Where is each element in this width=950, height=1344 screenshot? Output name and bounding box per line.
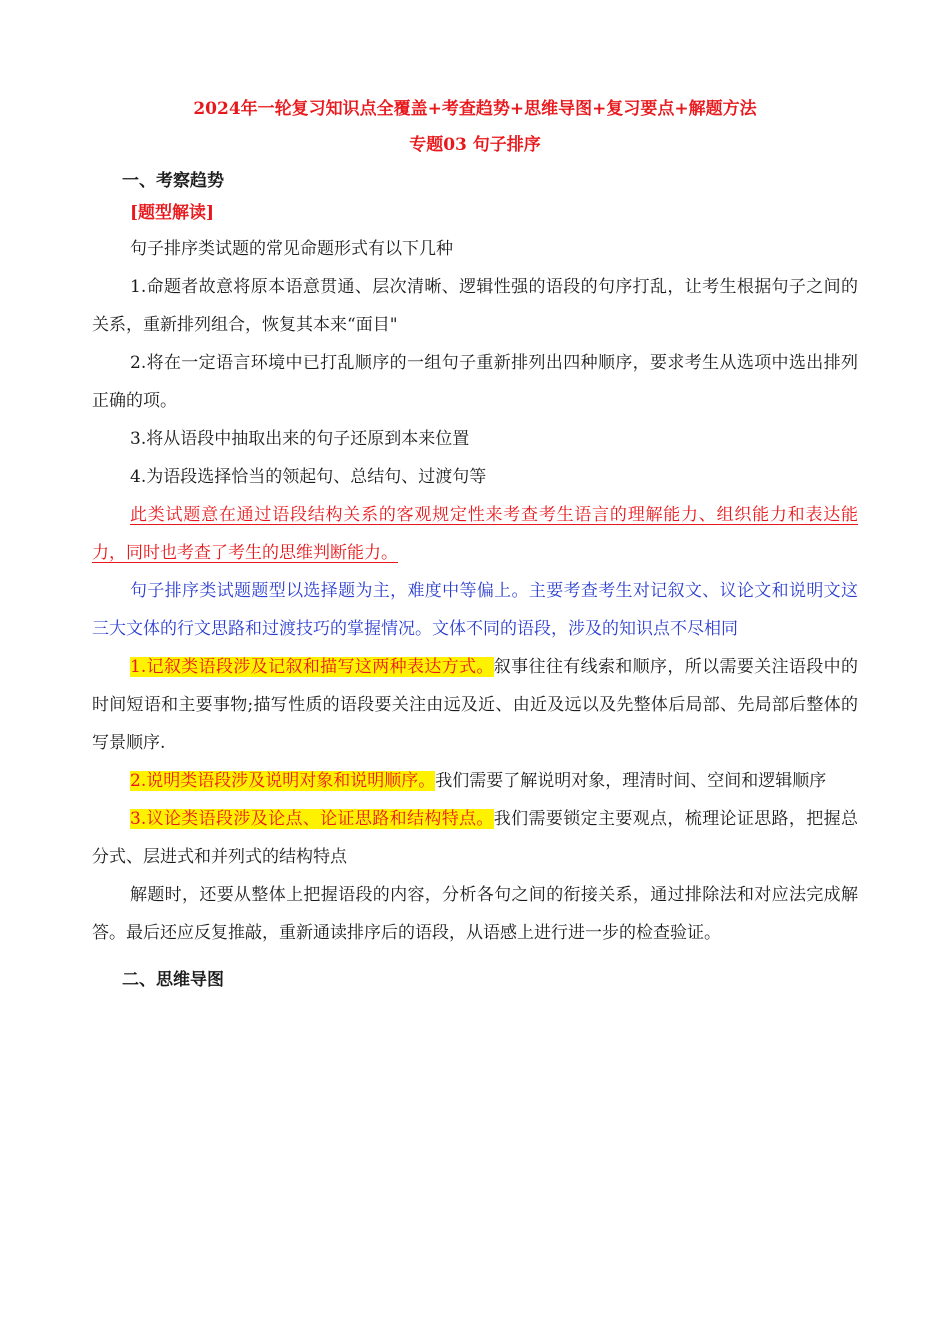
- red-note-paragraph: [92, 496, 858, 572]
- expository-text: 我们需要了解说明对象，理清时间、空间和逻辑顺序: [435, 771, 827, 791]
- conclusion-paragraph: 解题时，还要从整体上把握语段的内容，分析各句之间的衔接关系，通过排除法和对应法完成解答。最后还应反复推敲，重新通读排序后的语段，从语感上进行进一步的检查验证。: [92, 885, 858, 943]
- argumentative-text: 我们需要锁定主要观点，梳理论证思路，把握总分式、层进式和并列式的结构特点: [92, 809, 858, 867]
- highlight-expository: 2.说明类语段涉及说明对象和说明顺序。: [130, 771, 436, 791]
- red-note-text: 此类试题意在通过语段结构关系的客观规定性来考查考生语言的理解能力、组织能力和表达能力，同时也考查了考生的思维判断能力。: [92, 505, 858, 563]
- highlight-argumentative: 3.议论类语段涉及论点、论证思路和结构特点。: [130, 809, 494, 829]
- form-item-2: 2.将在一定语言环境中已打乱顺序的一组句子重新排列出四种顺序，要求考生从选项中选出排列正确的项。: [92, 353, 858, 411]
- section-heading-trends: 一、考察趋势: [122, 171, 224, 191]
- intro-paragraph: 句子排序类试题的常见命题形式有以下几种: [130, 239, 453, 259]
- form-item-1: 1.命题者故意将原本语意贯通、层次清晰、逻辑性强的语段的句序打乱，让考生根据句子之间的关系，重新排列组合，恢复其本来“面目": [92, 277, 858, 335]
- type-point-narrative: [92, 648, 858, 762]
- document-title: 2024年一轮复习知识点全覆盖+考查趋势+思维导图+复习要点+解题方法: [193, 99, 757, 119]
- document-content: [92, 98, 858, 991]
- form-item-4: 4.为语段选择恰当的领起句、总结句、过渡句等: [130, 467, 487, 487]
- type-point-expository: [92, 762, 858, 800]
- document-subtitle: 专题03 句子排序: [409, 135, 541, 155]
- section-heading-mindmap: 二、思维导图: [122, 970, 224, 990]
- type-point-argumentative: [92, 800, 858, 876]
- narrative-text: 叙事往往有线索和顺序，所以需要关注语段中的时间短语和主要事物;描写性质的语段要关注由远及近、由近及远以及先整体后局部、先局部后整体的写景顺序.: [92, 657, 858, 753]
- form-item-3: 3.将从语段中抽取出来的句子还原到本来位置: [130, 429, 470, 449]
- highlight-narrative: 1.记叙类语段涉及记叙和描写这两种表达方式。: [130, 657, 494, 677]
- question-type-tag: [题型解读]: [130, 203, 215, 223]
- blue-note-paragraph: 句子排序类试题题型以选择题为主，难度中等偏上。主要考查考生对记叙文、议论文和说明文这三大文体的行文思路和过渡技巧的掌握情况。文体不同的语段，涉及的知识点不尽相同: [92, 581, 858, 639]
